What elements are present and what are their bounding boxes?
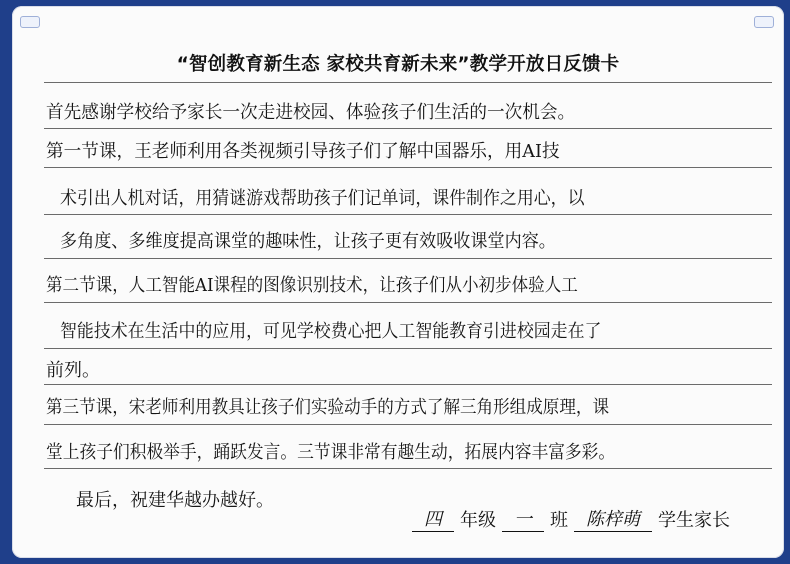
corner-mark bbox=[20, 16, 40, 28]
handwritten-line: 智能技术在生活中的应用，可见学校费心把人工智能教育引进校园走在了 bbox=[60, 321, 602, 342]
corner-mark bbox=[754, 16, 774, 28]
class-label: 班 bbox=[550, 510, 568, 531]
ruled-line bbox=[44, 468, 772, 469]
ruled-line bbox=[44, 424, 772, 425]
handwritten-line: 最后，祝建华越办越好。 bbox=[76, 490, 274, 511]
ruled-line bbox=[44, 348, 772, 349]
handwritten-line: 前列。 bbox=[46, 360, 100, 381]
ruled-line bbox=[44, 128, 772, 129]
ruled-line bbox=[44, 302, 772, 303]
handwritten-line: 术引出人机对话，用猜谜游戏帮助孩子们记单词，课件制作之用心，以 bbox=[60, 188, 585, 209]
grade-label: 年级 bbox=[460, 510, 496, 531]
card-title: “智创教育新生态 家校共育新未来”教学开放日反馈卡 bbox=[176, 54, 620, 75]
handwritten-line: 堂上孩子们积极举手，踊跃发言。三节课非常有趣生动，拓展内容丰富多彩。 bbox=[46, 442, 616, 463]
handwritten-line: 首先感谢学校给予家长一次走进校园、体验孩子们生活的一次机会。 bbox=[46, 102, 576, 123]
grade-field: 四 bbox=[412, 505, 454, 532]
handwritten-line: 第二节课，人工智能AI课程的图像识别技术，让孩子们从小初步体验人工 bbox=[46, 275, 578, 296]
feedback-card bbox=[12, 6, 784, 558]
ruled-line bbox=[44, 167, 772, 168]
ruled-line bbox=[44, 214, 772, 215]
class-field: 一 bbox=[502, 505, 544, 532]
title-rule bbox=[44, 82, 772, 83]
student-name-field: 陈梓萌 bbox=[574, 505, 652, 532]
handwritten-line: 多角度、多维度提高课堂的趣味性，让孩子更有效吸收课堂内容。 bbox=[60, 231, 556, 252]
parent-label: 学生家长 bbox=[658, 510, 730, 531]
ruled-line bbox=[44, 384, 772, 385]
handwritten-line: 第一节课，王老师利用各类视频引导孩子们了解中国器乐，用AI技 bbox=[46, 141, 560, 162]
handwritten-line: 第三节课，宋老师利用教具让孩子们实验动手的方式了解三角形组成原理，课 bbox=[46, 397, 610, 418]
ruled-line bbox=[44, 258, 772, 259]
signature-line bbox=[412, 502, 730, 532]
